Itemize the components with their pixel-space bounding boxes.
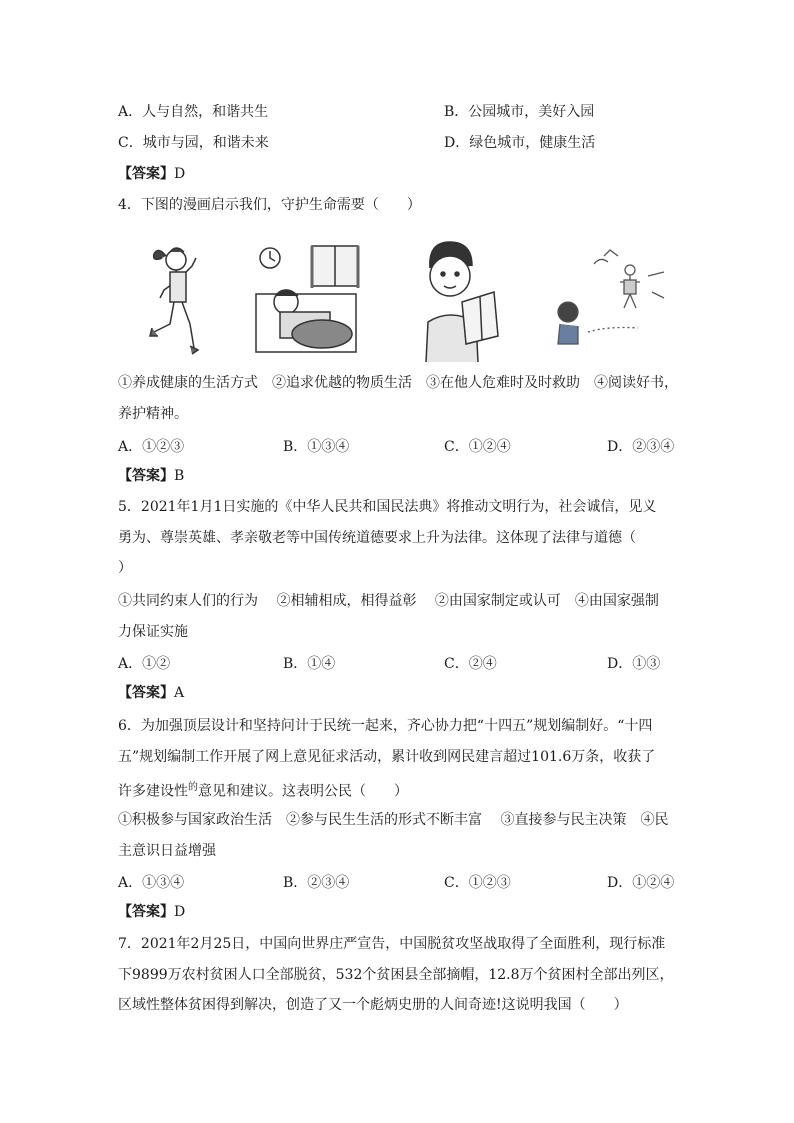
q6-statements-line2: 主意识日益增强: [118, 843, 216, 859]
boy-sleeping-icon: [248, 232, 363, 362]
q7-stem-line1: 7．2021年2月25日，中国向世界庄严宣告，中国脱贫攻坚战取得了全面胜利，现行标准: [118, 936, 666, 952]
q6-stem-line3-part1: 许多建设性: [118, 783, 188, 800]
q3-option-c: C．城市与园，和谐未来: [118, 135, 269, 151]
q6-stem-line3-part2: 意见和建议。这表明公民（ ）: [198, 783, 408, 800]
q3-answer: [118, 164, 185, 184]
q5-stem-line3: ）: [118, 560, 132, 576]
q6-stem-line3: [118, 778, 408, 802]
q5-option-a: A．①②: [118, 656, 171, 672]
q5-stem-line1: 5．2021年1月1日实施的《中华人民共和国民法典》将推动文明行为，社会诚信，见义: [118, 499, 657, 515]
q6-option-b: B．②③④: [283, 875, 350, 891]
q5-answer: [118, 683, 184, 703]
boy-reading-icon: [420, 232, 500, 362]
q4-option-b: B．①③④: [283, 439, 350, 455]
answer-value: B: [174, 468, 185, 484]
answer-label: 【答案】: [118, 685, 174, 701]
q6-option-d: D．①②④: [607, 875, 675, 891]
q6-option-c: C．①②③: [444, 875, 511, 891]
q7-stem-line2: 下9899万农村贫困人口全部脱贫，532个贫困县全部摘帽，12.8万个贫困村全部出列区，: [118, 967, 674, 983]
q6-stem-line2: 五”规划编制工作开展了网上意见征求活动，累计收到网民建言超过101.6万条，收获了: [118, 749, 656, 765]
q5-option-b: B．①④: [283, 656, 336, 672]
answer-value: A: [174, 685, 185, 701]
answer-label: 【答案】: [118, 468, 174, 484]
q5-stem-line2: 勇为、尊崇英雄、孝亲敬老等中国传统道德要求上升为法律。这体现了法律与道德（: [118, 530, 636, 546]
q6-option-a: A．①③④: [118, 875, 185, 891]
answer-value: D: [174, 904, 186, 920]
q6-stem-line1: 6．为加强顶层设计和坚持问计于民统一起来，齐心协力把“十四五”规划编制好。“十四: [118, 718, 653, 734]
q6-stem-line3-superscript: 的: [188, 782, 198, 793]
q5-statements-line2: 力保证实施: [118, 624, 188, 640]
q5-option-c: C．②④: [444, 656, 497, 672]
q5-statements-line1: ①共同约束人们的行为 ②相辅相成，相得益彰 ②由国家制定或认可 ④由国家强制: [118, 593, 659, 609]
answer-value: D: [174, 166, 186, 182]
answer-label: 【答案】: [118, 166, 174, 182]
q4-option-d: D．②③④: [607, 439, 675, 455]
q4-stem: 4．下图的漫画启示我们，守护生命需要（ ）: [118, 197, 421, 213]
q4-statements-line2: 养护精神。: [118, 406, 188, 422]
child-rescue-icon: [548, 232, 670, 362]
girl-running-icon: [140, 232, 220, 362]
q6-answer: [118, 902, 185, 922]
q3-option-a: A．人与自然，和谐共生: [118, 104, 269, 120]
q4-answer: [118, 466, 184, 486]
q6-statements-line1: ①积极参与国家政治生活 ②参与民生生活的形式不断丰富 ③直接参与民主决策 ④民: [118, 812, 669, 828]
q5-option-d: D．①③: [607, 656, 661, 672]
q7-stem-line3: 区域性整体贫困得到解决，创造了又一个彪炳史册的人间奇迹!这说明我国（ ）: [118, 997, 628, 1013]
q4-option-c: C．①②④: [444, 439, 511, 455]
answer-label: 【答案】: [118, 904, 174, 920]
q3-option-d: D．绿色城市，健康生活: [444, 135, 596, 151]
q4-option-a: A．①②③: [118, 439, 185, 455]
q3-option-b: B．公园城市，美好入园: [444, 104, 595, 120]
q4-statements-line1: ①养成健康的生活方式 ②追求优越的物质生活 ③在他人危难时及时救助 ④阅读好书，: [118, 375, 678, 391]
